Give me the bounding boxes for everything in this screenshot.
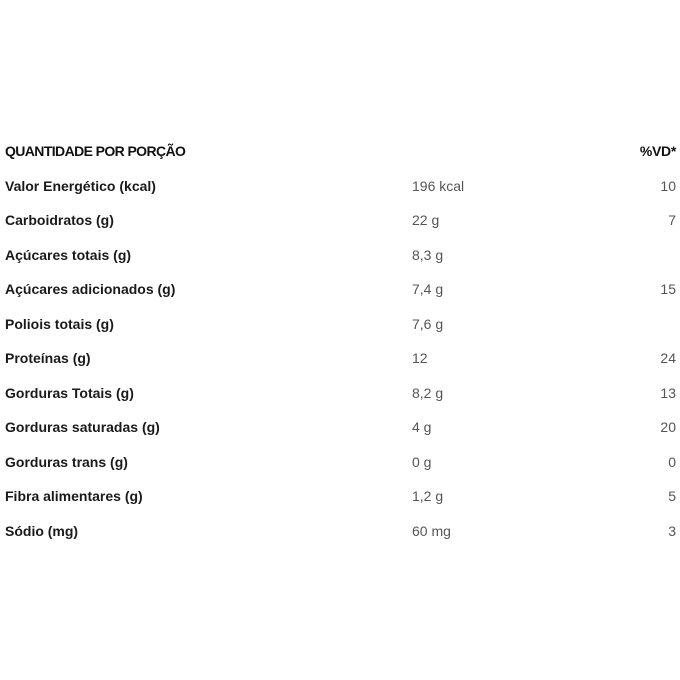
nutrient-quantity: 1,2 g — [412, 488, 444, 504]
nutrient-name: Açúcares totais (g) — [5, 246, 132, 263]
header-title: QUANTIDADE POR PORÇÃO — [5, 143, 186, 159]
nutrient-daily-value: 15 — [660, 281, 676, 297]
table-row — [5, 410, 676, 445]
table-row — [5, 445, 676, 480]
nutrient-daily-value: 24 — [660, 350, 676, 366]
nutrient-quantity: 22 g — [412, 212, 440, 228]
nutrient-quantity: 7,6 g — [412, 315, 444, 332]
nutrient-quantity: 12 — [412, 350, 428, 366]
nutrient-quantity: 8,3 g — [412, 246, 444, 263]
table-row — [5, 341, 676, 376]
table-row — [5, 479, 676, 514]
nutrient-name: Fibra alimentares (g) — [5, 488, 143, 504]
nutrient-name: Poliois totais (g) — [5, 315, 114, 332]
nutrient-quantity: 8,2 g — [412, 384, 444, 401]
table-row — [5, 376, 676, 411]
nutrient-name: Gorduras saturadas (g) — [5, 419, 160, 435]
nutrient-daily-value: 5 — [668, 488, 676, 504]
nutrient-name: Sódio (mg) — [5, 522, 79, 539]
nutrient-quantity: 60 mg — [412, 522, 451, 539]
nutrient-name: Proteínas (g) — [5, 350, 91, 366]
nutrition-table — [5, 134, 676, 548]
nutrient-quantity: 7,4 g — [412, 281, 444, 297]
table-row — [5, 307, 676, 342]
nutrient-daily-value: 20 — [660, 419, 676, 435]
table-row — [5, 238, 676, 273]
nutrient-name: Gorduras Totais (g) — [5, 384, 134, 401]
nutrient-name: Valor Energético (kcal) — [5, 177, 156, 194]
nutrient-quantity: 4 g — [412, 419, 432, 435]
nutrient-daily-value: 13 — [660, 384, 676, 401]
table-row — [5, 169, 676, 204]
nutrient-quantity: 196 kcal — [412, 177, 465, 194]
nutrient-name: Carboidratos (g) — [5, 212, 114, 228]
nutrient-daily-value: 0 — [668, 453, 676, 470]
table-row — [5, 272, 676, 307]
nutrient-daily-value: 3 — [668, 522, 676, 539]
table-header — [5, 134, 676, 169]
table-row — [5, 514, 676, 549]
table-row — [5, 203, 676, 238]
nutrient-daily-value: 7 — [668, 212, 676, 228]
header-vd-label: %VD* — [639, 143, 676, 159]
nutrient-name: Açúcares adicionados (g) — [5, 281, 176, 297]
nutrient-quantity: 0 g — [412, 453, 432, 470]
nutrient-name: Gorduras trans (g) — [5, 453, 128, 470]
nutrient-daily-value: 10 — [660, 177, 676, 194]
